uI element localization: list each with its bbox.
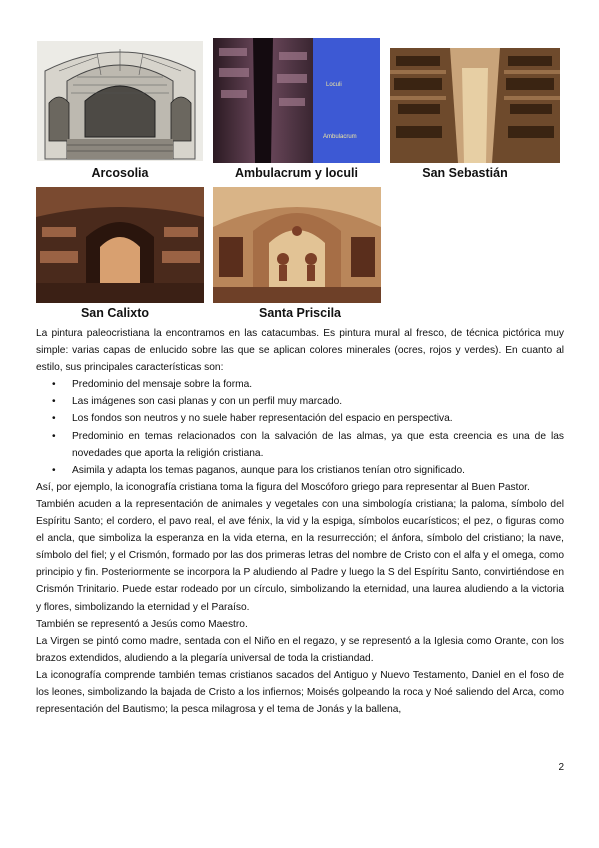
ambulacrum-loculi-image [213,38,380,163]
body-text [36,325,564,718]
san-sebastian-image [390,48,560,163]
caption-santa-priscila: Santa Priscila [259,306,341,320]
overlay-label-ambulacrum: Ambulacrum [323,134,357,140]
paragraph: También se representó a Jesús como Maestro. [36,618,248,630]
list-item: • Predominio en temas relacionados con la salvación de las almas, ya que esta creencia es una de las novedades que aporta la religión cristiana. [72,428,564,462]
santa-priscila-image [213,187,381,303]
caption-san-calixto: San Calixto [80,306,150,320]
arcosolia-image [37,41,203,161]
list-item: • Predominio del mensaje sobre la forma. [72,376,564,393]
paragraph: Así, por ejemplo, la iconografía cristiana toma la figura del Moscóforo griego para representar al Buen Pastor. [36,481,530,493]
paragraph: También acuden a la representación de animales y vegetales con una simbología cristiana; la paloma, símbolo del Espíritu Santo; el cordero, el pavo real, el ave fénix, la vid y la espiga, símbolos eucarísticos; el pez, o figuras como el ancla, que simboliza la esperanza en la vida eterna, en la resurrección; el ánfora, símbolo del cristiano; la nave, símbolo del fiel; y el Crismón, formado por las dos primeras letras del nombre de Cristo con el alfa y el omega, como principio y fin. Posteriormente se incorpora la P aludiendo al Padre y luego la S del Espíritu Santo, convirtiéndose en Crismón Trinitario. Puede estar rodeado por un círculo, simbolizando la eternidad, una laurea aludiendo a la victoria y flores, simbolizando la eternidad y el Paraíso. [36,498,564,613]
list-item: • Asimila y adapta los temas paganos, aunque para los cristianos tenían otro significado. [72,462,564,479]
san-calixto-image [36,187,204,303]
characteristics-list [36,376,564,479]
paragraph: La iconografía comprende también temas cristianos sacados del Antiguo y Nuevo Testamento, Daniel en el foso de los leones, simbolizando la bajada de Cristo a los infiernos; Moisés golpeando la roca y Noé saliendo del Arca, como representación del Bautismo; la pesca milagrosa y el tema de Jonás y la ballena, [36,669,564,716]
paragraph: La Virgen se pintó como madre, sentada con el Niño en el regazo, y se representó a la Iglesia como Orante, con los brazos extendidos, aludiendo a la plegaría universal de toda la cristiandad. [36,635,564,664]
caption-ambulacrum-loculi: Ambulacrum y loculi [235,166,358,180]
caption-san-sebastian: San Sebastián [422,166,508,180]
caption-arcosolia: Arcosolia [91,166,149,180]
intro-paragraph: La pintura paleocristiana la encontramos en las catacumbas. Es pintura mural al fresco, de técnica pictórica muy simple: varias capas de enlucido sobre las que se aplican colores minerales (ocres, rojos y verdes). En cuanto al estilo, sus principales características son: [36,328,564,374]
page-number: 2 [558,762,564,773]
list-item: • Los fondos son neutros y no suele haber representación del espacio en perspectiva. [72,410,564,427]
list-item: • Las imágenes son casi planas y con un perfil muy marcado. [72,393,564,410]
overlay-label-loculi: Loculi [326,82,342,88]
